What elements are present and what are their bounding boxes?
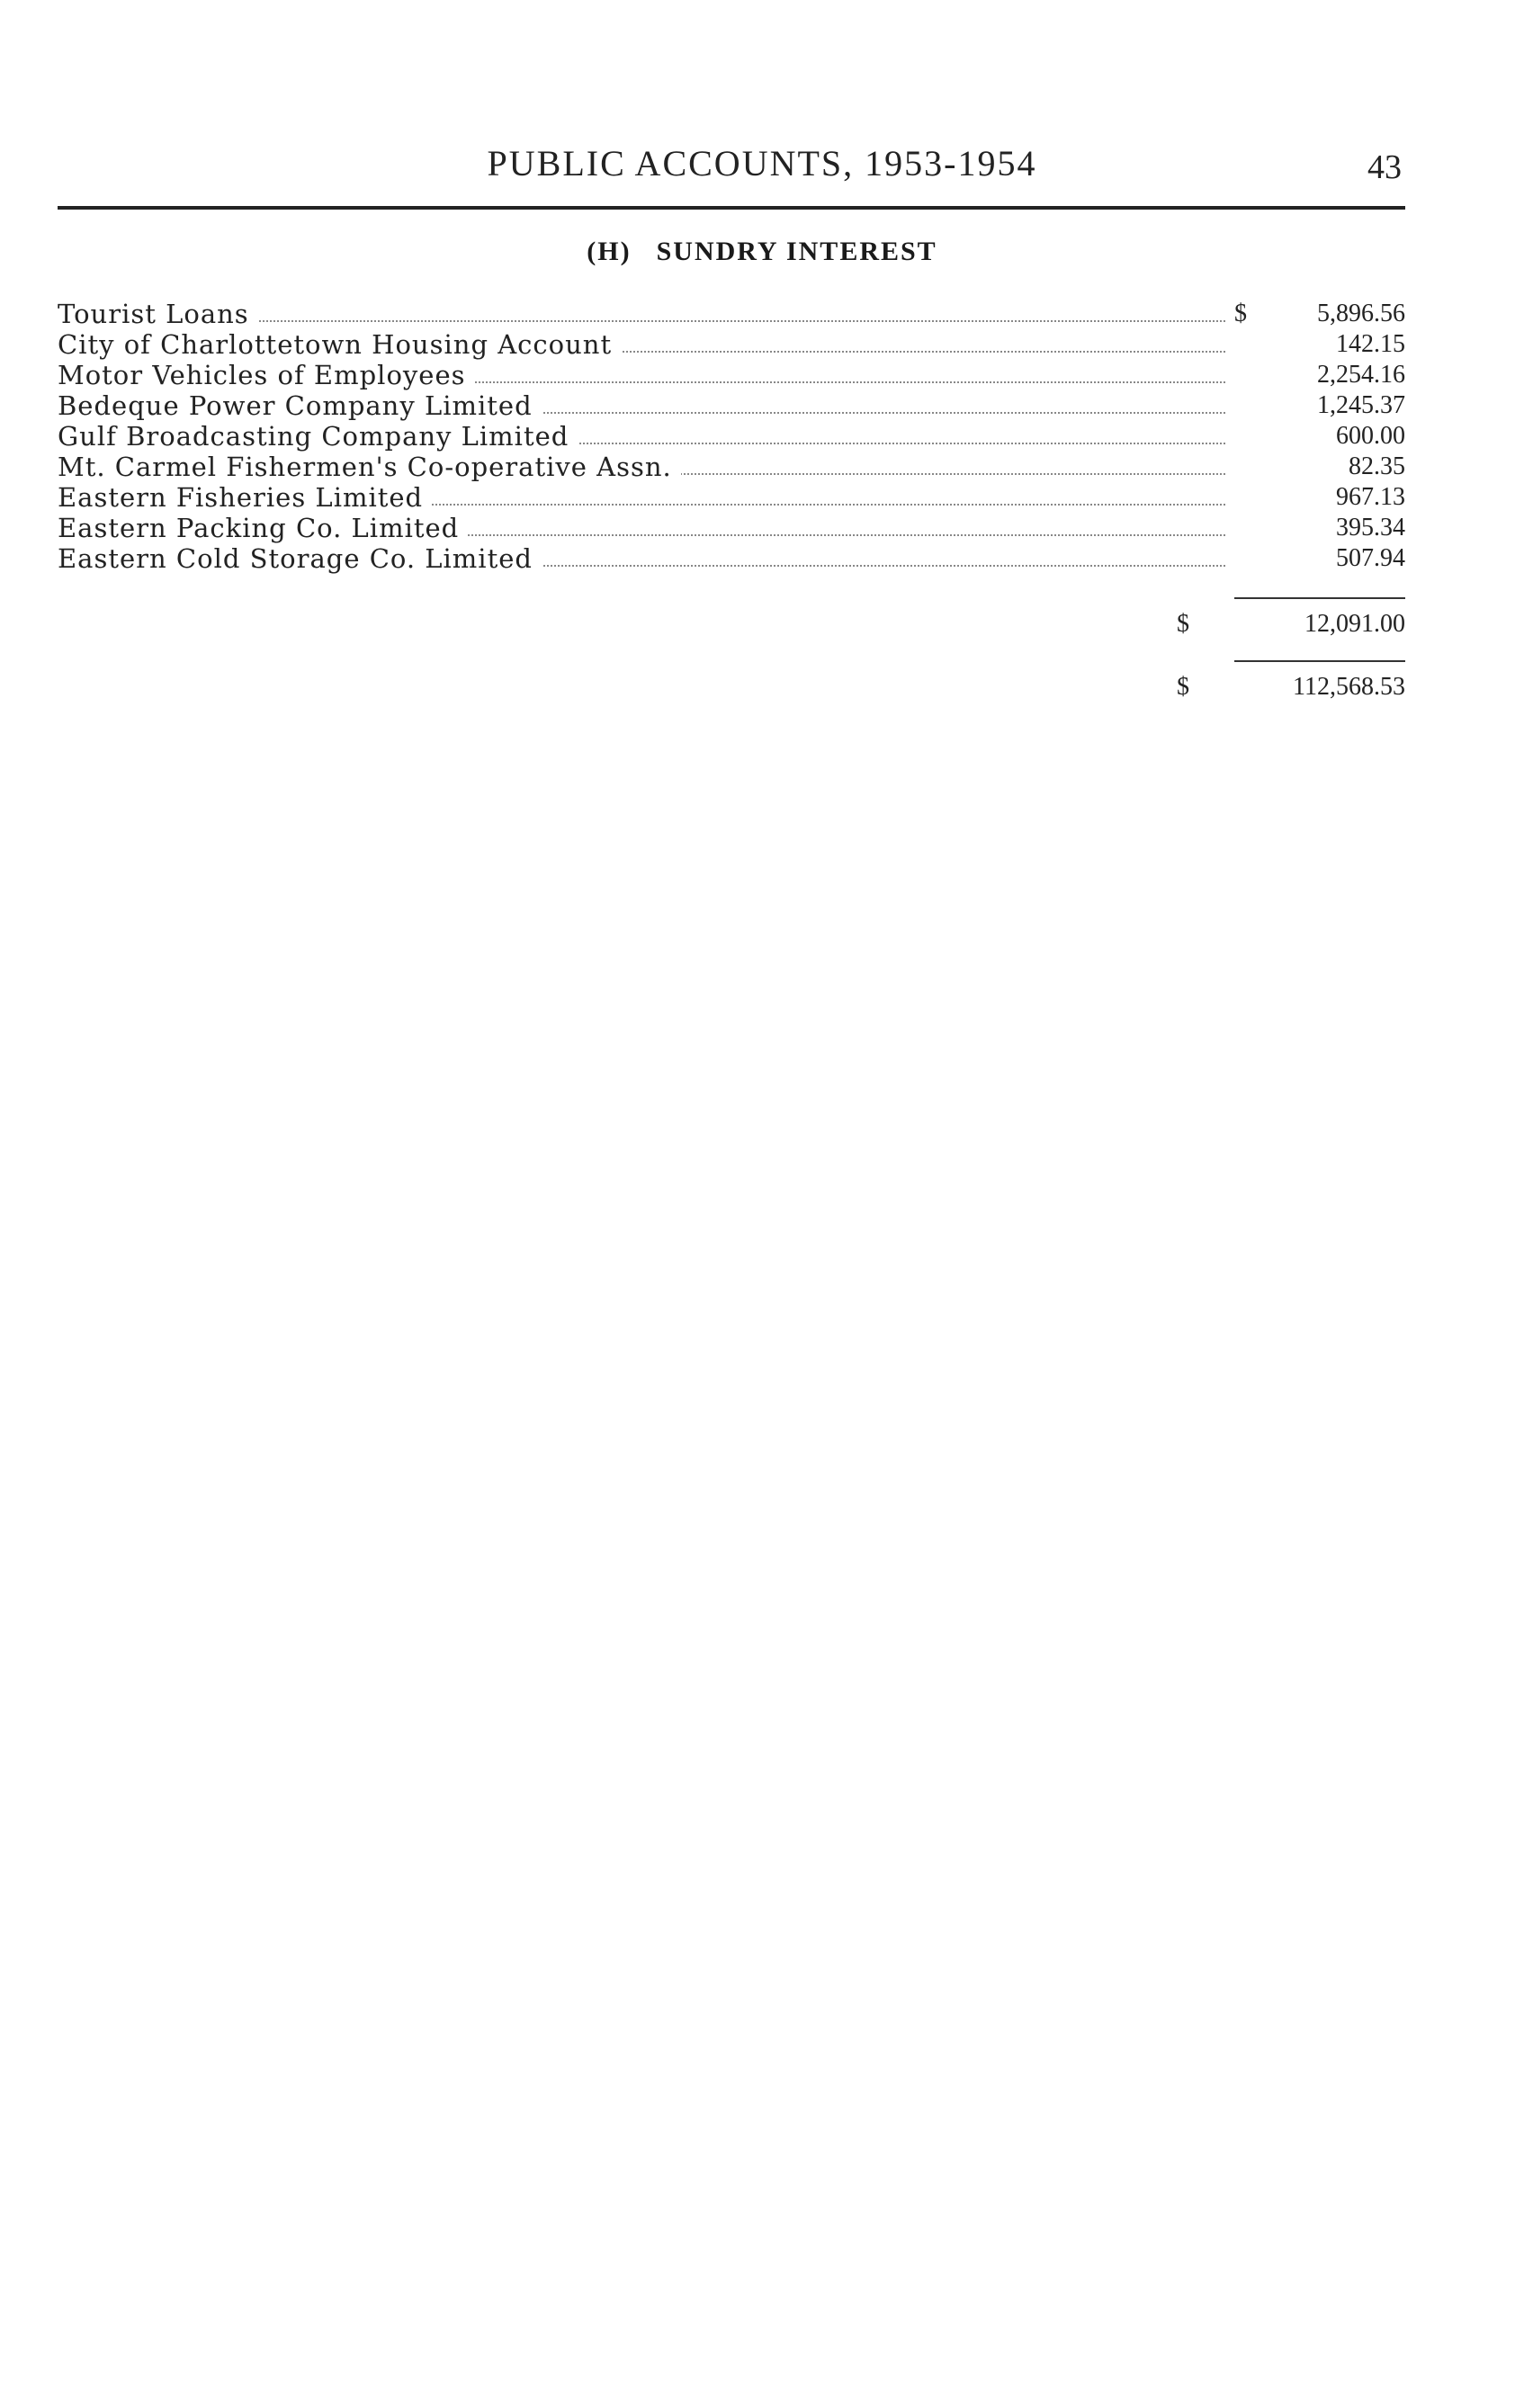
entry-row [58,543,1405,574]
entry-row [58,452,1405,482]
subtotal-rule [1234,597,1405,599]
entry-row [58,390,1405,421]
entry-row [58,482,1405,513]
entry-label: Mt. Carmel Fishermen's Co-operative Assn. [58,452,681,482]
page-number: 43 [1367,148,1402,186]
subtotal-dollar-sign: $ [1177,610,1189,638]
header-rule [58,206,1405,210]
section-letter: (H) [587,237,632,266]
entry-amount: 967.13 [1336,483,1405,511]
entry-label: City of Charlottetown Housing Account [58,329,621,360]
entry-label: Eastern Cold Storage Co. Limited [58,543,542,574]
subtotal-row [1170,610,1405,640]
grand-total-rule [1234,660,1405,662]
entry-row [58,360,1405,390]
entry-label: Gulf Broadcasting Company Limited [58,421,578,452]
entry-row [58,513,1405,543]
entry-amount: 1,245.37 [1317,391,1405,419]
entry-amount: 142.15 [1336,330,1405,358]
section-title: SUNDRY INTEREST [656,237,937,266]
entry-amount: 82.35 [1349,452,1405,480]
entry-amount: 2,254.16 [1317,361,1405,389]
section-heading [0,237,1524,267]
entry-row [58,421,1405,452]
entry-label: Eastern Fisheries Limited [58,482,432,513]
entry-label: Eastern Packing Co. Limited [58,513,468,543]
entry-amount: 507.94 [1336,544,1405,572]
entry-label: Tourist Loans [58,299,258,329]
subtotal-amount: 12,091.00 [1304,610,1405,638]
entry-amount: 600.00 [1336,422,1405,450]
entry-dollar-sign: $ [1234,300,1247,327]
entry-label: Bedeque Power Company Limited [58,390,542,421]
entry-row [58,329,1405,360]
grand-total-dollar-sign: $ [1177,673,1189,701]
entry-amount: 5,896.56 [1317,300,1405,327]
entry-row [58,299,1405,329]
page-header-title: PUBLIC ACCOUNTS, 1953-1954 [487,143,1037,184]
entry-label: Motor Vehicles of Employees [58,360,475,390]
grand-total-row [1170,673,1405,703]
entries-list [58,299,1405,574]
entry-amount: 395.34 [1336,514,1405,542]
grand-total-amount: 112,568.53 [1293,673,1405,701]
